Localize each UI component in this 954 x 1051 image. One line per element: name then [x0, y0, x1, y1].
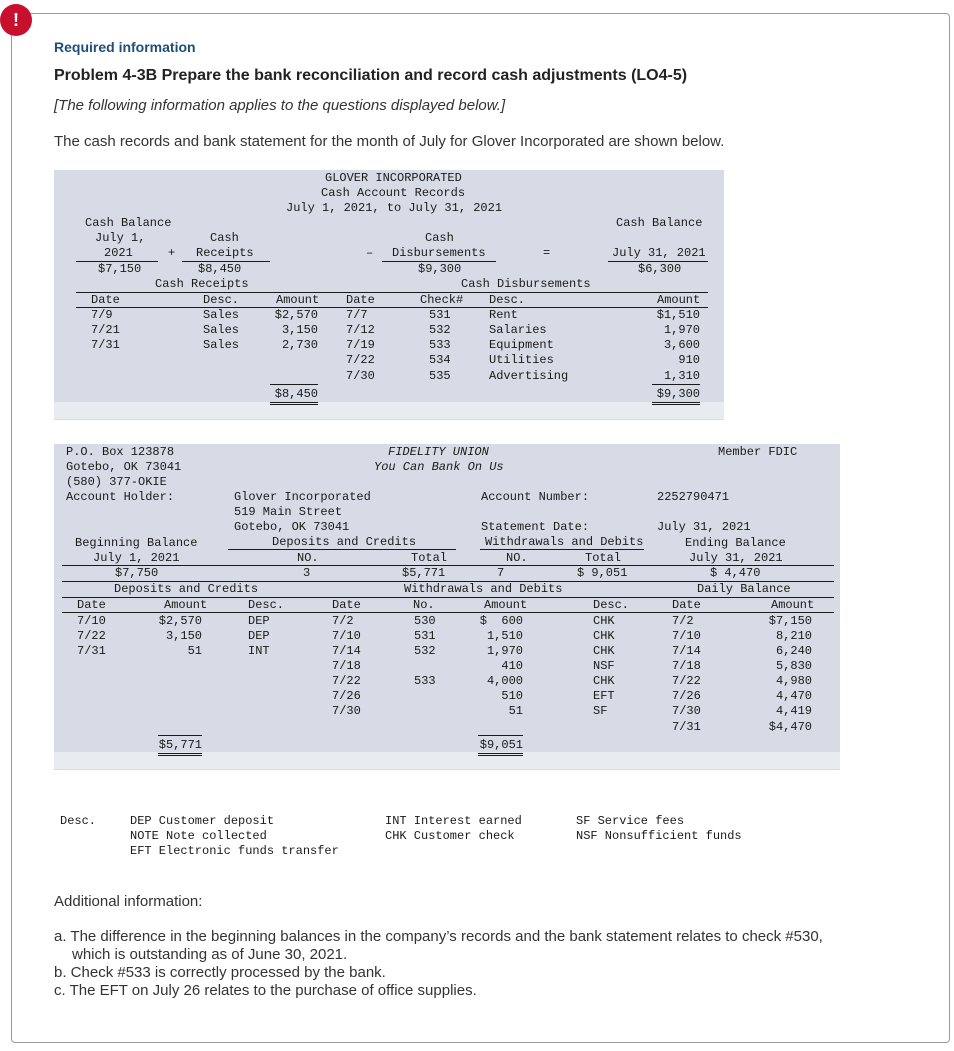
dep-header-date: Date: [77, 598, 106, 612]
withdrawal-row-date: 7/18: [332, 659, 361, 673]
receipts-header-desc: Desc.: [203, 293, 240, 307]
wd-sum-double-2: [478, 755, 523, 756]
wd-header-no: No.: [413, 598, 435, 612]
deposit-row-desc: DEP: [248, 629, 270, 643]
daily-row-date: 7/30: [672, 704, 701, 718]
deposit-row-date: 7/22: [77, 629, 106, 643]
disb-row-amount: 1,970: [663, 323, 700, 337]
daily-row-date: 7/22: [672, 674, 701, 688]
daily-row-date: 7/2: [672, 614, 694, 628]
deposits-summary-title-line: [228, 549, 456, 550]
additional-info-title: Additional information:: [54, 893, 203, 910]
records-minus: –: [366, 246, 374, 260]
daily-balance-title: Daily Balance: [697, 582, 791, 596]
daily-row-amount: 4,470: [775, 689, 812, 703]
records-receipts-value: $8,450: [198, 262, 242, 276]
withdrawal-row-no: 532: [414, 644, 436, 658]
receipt-row-desc: Sales: [203, 338, 240, 352]
withdrawal-row-amount: 51: [508, 704, 523, 718]
holder-name: Glover Incorporated: [234, 490, 371, 504]
withdrawal-row-amount: 510: [501, 689, 523, 703]
dep-sum-double-2: [158, 755, 202, 756]
withdrawal-row-no: 531: [414, 629, 436, 643]
receipts-double-line-1: [270, 402, 318, 403]
deposits-no-label: NO.: [297, 551, 319, 565]
daily-row-amount: 4,980: [775, 674, 812, 688]
bank-city: Gotebo, OK 73041: [66, 460, 182, 474]
disb-row-date: 7/7: [346, 308, 368, 322]
disb-row-amount: 3,600: [663, 338, 700, 352]
daily-row-date: 7/14: [672, 644, 701, 658]
disb-header-amount: Amount: [657, 293, 701, 307]
bank-beg-value: $7,750: [115, 566, 159, 580]
legend-item: SF Service fees: [576, 814, 685, 828]
withdrawal-row-amount: 1,510: [486, 629, 523, 643]
account-number-value: 2252790471: [657, 490, 730, 504]
disb-total-line: [652, 384, 700, 385]
deposit-row-amount: 3,150: [165, 629, 202, 643]
daily-row-date: 7/31: [672, 720, 701, 734]
deposit-row-amount: 51: [187, 644, 202, 658]
withdrawal-row-date: 7/22: [332, 674, 361, 688]
cash-records-bottom-band: [54, 402, 724, 419]
receipt-row-date: 7/31: [91, 338, 120, 352]
bank-end-label-2: July 31, 2021: [689, 551, 783, 565]
disb-row-check: 533: [429, 338, 451, 352]
receipts-header-amount: Amount: [276, 293, 320, 307]
records-subtitle: Cash Account Records: [321, 186, 466, 200]
disb-row-date: 7/12: [346, 323, 375, 337]
records-beg-label-2: July 1,: [95, 231, 146, 245]
bank-end-value: $ 4,470: [710, 566, 761, 580]
account-number-label: Account Number:: [481, 490, 590, 504]
withdrawal-row-date: 7/2: [332, 614, 354, 628]
daily-header-date: Date: [672, 598, 701, 612]
daily-row-amount: 5,830: [775, 659, 812, 673]
withdrawal-row-amount: 1,970: [486, 644, 523, 658]
receipts-total: $8,450: [274, 387, 318, 401]
legend-item: EFT Electronic funds transfer: [130, 844, 339, 858]
disb-row-desc: Rent: [489, 308, 518, 322]
disb-row-desc: Equipment: [489, 338, 554, 352]
receipts-total-line: [270, 384, 318, 385]
records-receipts-label-1: Cash: [210, 231, 239, 245]
withdrawal-row-date: 7/26: [332, 689, 361, 703]
daily-row-amount: $4,470: [768, 720, 812, 734]
bank-beg-label-2: July 1, 2021: [93, 551, 180, 565]
withdrawal-row-desc: EFT: [593, 689, 615, 703]
alert-icon: !: [0, 4, 32, 36]
disb-row-amount: 910: [678, 353, 700, 367]
additional-item-b: b. Check #533 is correctly processed by the bank.: [54, 964, 386, 981]
withdrawal-row-desc: CHK: [593, 629, 615, 643]
deposits-section-title: Deposits and Credits: [114, 582, 259, 596]
required-info-heading: Required information: [54, 39, 196, 55]
wd-sum-double-1: [478, 753, 523, 754]
daily-row-date: 7/10: [672, 629, 701, 643]
wd-sum-line: [478, 735, 523, 736]
deposit-row-desc: DEP: [248, 614, 270, 628]
receipts-double-line-2: [270, 404, 318, 405]
legend-item: NOTE Note collected: [130, 829, 267, 843]
withdrawal-row-amount: 4,000: [486, 674, 523, 688]
legend-item: INT Interest earned: [385, 814, 522, 828]
wd-header-amount: Amount: [484, 598, 528, 612]
dep-header-desc: Desc.: [248, 598, 285, 612]
deposit-row-desc: INT: [248, 644, 270, 658]
applies-note: [The following information applies to the questions displayed below.]: [54, 97, 506, 114]
bank-slogan: You Can Bank On Us: [374, 460, 504, 474]
problem-title: Problem 4-3B Prepare the bank reconciliation and record cash adjustments (LO4-5): [54, 67, 688, 84]
disb-row-check: 531: [429, 308, 451, 322]
receipt-row-amount: 2,730: [281, 338, 318, 352]
holder-city: Gotebo, OK 73041: [234, 520, 350, 534]
bank-fdic: Member FDIC: [718, 445, 798, 459]
records-end-label-2: July 31, 2021: [612, 246, 706, 260]
receipt-row-amount: $2,570: [274, 308, 318, 322]
deposit-row-date: 7/31: [77, 644, 106, 658]
legend-item: DEP Customer deposit: [130, 814, 275, 828]
bank-name: FIDELITY UNION: [388, 445, 489, 459]
receipts-title: Cash Receipts: [155, 277, 249, 291]
receipt-row-date: 7/21: [91, 323, 120, 337]
disb-header-date: Date: [346, 293, 375, 307]
disb-header-check: Check#: [420, 293, 464, 307]
records-beg-label-1: Cash Balance: [85, 216, 172, 230]
disb-row-check: 534: [429, 353, 451, 367]
withdrawals-no-label: NO.: [506, 551, 528, 565]
disb-row-desc: Advertising: [489, 369, 569, 383]
disb-row-check: 532: [429, 323, 451, 337]
records-end-label-1: Cash Balance: [616, 216, 703, 230]
records-beg-label-3: 2021: [104, 246, 133, 260]
deposits-summary-title: Deposits and Credits: [272, 535, 417, 549]
bank-beg-label-1: Beginning Balance: [75, 536, 198, 550]
daily-header-amount: Amount: [771, 598, 815, 612]
disb-total: $9,300: [656, 387, 700, 401]
withdrawal-row-desc: CHK: [593, 644, 615, 658]
wd-header-desc: Desc.: [593, 598, 630, 612]
disb-double-line-1: [652, 402, 700, 403]
disb-row-check: 535: [429, 369, 451, 383]
withdrawal-row-amount: $ 600: [479, 614, 523, 628]
dep-header-amount: Amount: [164, 598, 208, 612]
records-disb-label-1: Cash: [425, 231, 454, 245]
withdrawals-section-title: Withdrawals and Debits: [404, 582, 563, 596]
deposits-no: 3: [303, 566, 311, 580]
withdrawal-row-desc: CHK: [593, 614, 615, 628]
withdrawal-row-desc: CHK: [593, 674, 615, 688]
receipt-row-date: 7/9: [91, 308, 113, 322]
records-disb-value: $9,300: [418, 262, 462, 276]
records-period: July 1, 2021, to July 31, 2021: [286, 201, 503, 215]
records-equals: =: [543, 246, 551, 260]
deposits-sum: $5,771: [158, 738, 202, 752]
wd-header-date: Date: [332, 598, 361, 612]
withdrawal-row-amount: 410: [501, 659, 523, 673]
bank-header-underline: [62, 612, 834, 613]
disb-row-date: 7/19: [346, 338, 375, 352]
receipt-row-desc: Sales: [203, 308, 240, 322]
disb-header-desc: Desc.: [489, 293, 526, 307]
withdrawals-summary-title-line: [480, 549, 644, 550]
additional-item-c: c. The EFT on July 26 relates to the purchase of office supplies.: [54, 982, 477, 999]
withdrawal-row-no: 530: [414, 614, 436, 628]
holder-street: 519 Main Street: [234, 505, 343, 519]
deposits-total-label: Total: [411, 551, 448, 565]
withdrawal-row-date: 7/10: [332, 629, 361, 643]
withdrawal-row-date: 7/14: [332, 644, 361, 658]
records-header-underline: [76, 307, 708, 308]
deposit-row-date: 7/10: [77, 614, 106, 628]
withdrawal-row-date: 7/30: [332, 704, 361, 718]
disb-row-desc: Salaries: [489, 323, 547, 337]
dep-sum-double-1: [158, 753, 202, 754]
daily-row-date: 7/26: [672, 689, 701, 703]
withdrawals-summary-title: Withdrawals and Debits: [485, 535, 644, 549]
legend-label: Desc.: [60, 814, 97, 828]
withdrawal-row-desc: SF: [593, 704, 608, 718]
disb-row-desc: Utilities: [489, 353, 554, 367]
records-disb-label-2: Disbursements: [392, 246, 486, 260]
withdrawals-no: 7: [497, 566, 505, 580]
disb-row-amount: 1,310: [663, 369, 700, 383]
dep-sum-line: [158, 735, 202, 736]
records-end-value: $6,300: [638, 262, 682, 276]
receipts-header-date: Date: [91, 293, 120, 307]
disbursements-title: Cash Disbursements: [461, 277, 591, 291]
records-company: GLOVER INCORPORATED: [325, 171, 462, 185]
daily-row-amount: 4,419: [775, 704, 812, 718]
statement-date-label: Statement Date:: [481, 520, 590, 534]
records-table-top-line: [76, 292, 708, 293]
disb-row-amount: $1,510: [656, 308, 700, 322]
withdrawals-total-label: Total: [585, 551, 622, 565]
receipt-row-amount: 3,150: [281, 323, 318, 337]
bank-end-label-1: Ending Balance: [685, 536, 786, 550]
daily-row-date: 7/18: [672, 659, 701, 673]
withdrawals-sum: $9,051: [479, 738, 523, 752]
withdrawal-row-desc: NSF: [593, 659, 615, 673]
daily-row-amount: 6,240: [775, 644, 812, 658]
additional-item-a-cont: which is outstanding as of June 30, 2021.: [72, 946, 348, 963]
bank-phone: (580) 377-OKIE: [66, 475, 167, 489]
receipt-row-desc: Sales: [203, 323, 240, 337]
daily-row-amount: 8,210: [775, 629, 812, 643]
legend-item: CHK Customer check: [385, 829, 515, 843]
withdrawal-row-no: 533: [414, 674, 436, 688]
records-plus: +: [168, 246, 176, 260]
records-beg-value: $7,150: [98, 262, 142, 276]
bank-holder-label: Account Holder:: [66, 490, 175, 504]
withdrawals-total: $ 9,051: [577, 566, 628, 580]
legend-item: NSF Nonsufficient funds: [576, 829, 742, 843]
disb-row-date: 7/22: [346, 353, 375, 367]
intro-text: The cash records and bank statement for the month of July for Glover Incorporated are shown below.: [54, 133, 725, 150]
statement-date-value: July 31, 2021: [657, 520, 751, 534]
bank-po-box: P.O. Box 123878: [66, 445, 175, 459]
disb-double-line-2: [652, 404, 700, 405]
records-receipts-label-2: Receipts: [196, 246, 254, 260]
additional-item-a: a. The difference in the beginning balances in the company’s records and the bank statement relates to check #530,: [54, 928, 823, 945]
deposits-total: $5,771: [402, 566, 446, 580]
daily-row-amount: $7,150: [768, 614, 812, 628]
disb-row-date: 7/30: [346, 369, 375, 383]
deposit-row-amount: $2,570: [158, 614, 202, 628]
